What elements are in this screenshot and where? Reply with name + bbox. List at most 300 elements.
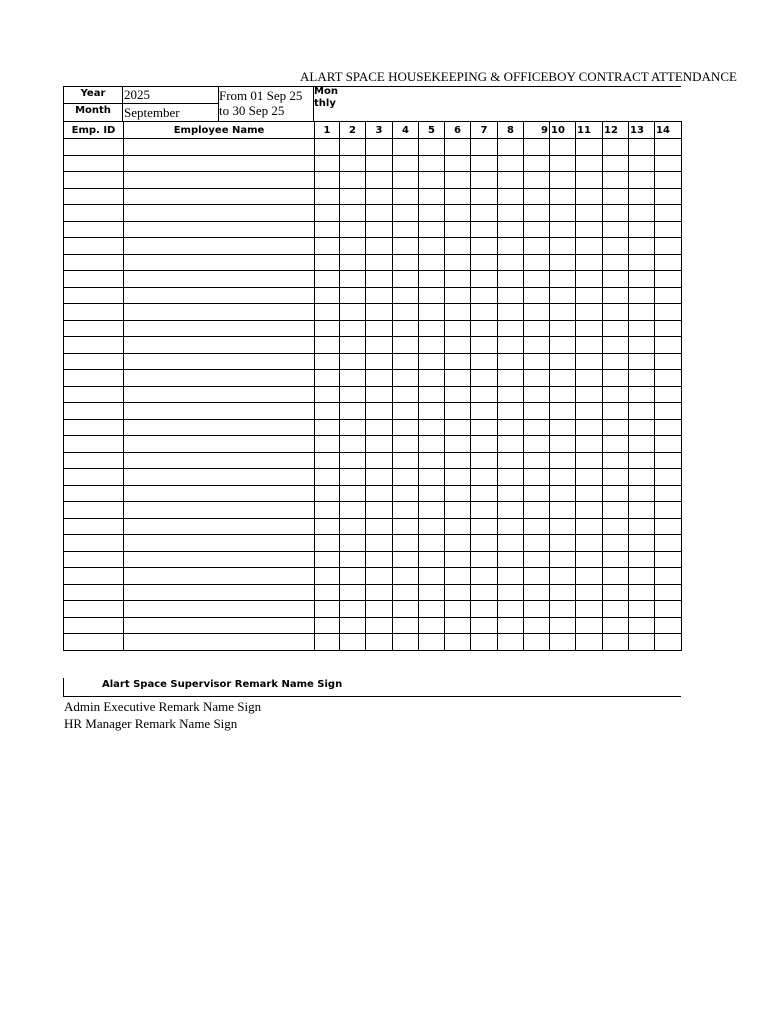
attendance-cell[interactable] bbox=[550, 469, 576, 486]
attendance-cell[interactable] bbox=[498, 320, 524, 337]
attendance-cell[interactable] bbox=[445, 172, 471, 189]
employee-name-cell[interactable] bbox=[124, 502, 315, 519]
attendance-cell[interactable] bbox=[471, 551, 498, 568]
emp-id-cell[interactable] bbox=[64, 320, 124, 337]
attendance-cell[interactable] bbox=[419, 221, 445, 238]
attendance-cell[interactable] bbox=[655, 238, 682, 255]
attendance-cell[interactable] bbox=[445, 238, 471, 255]
employee-name-cell[interactable] bbox=[124, 287, 315, 304]
attendance-cell[interactable] bbox=[603, 271, 629, 288]
attendance-cell[interactable] bbox=[550, 634, 576, 651]
attendance-cell[interactable] bbox=[603, 419, 629, 436]
emp-id-cell[interactable] bbox=[64, 205, 124, 222]
attendance-cell[interactable] bbox=[366, 188, 393, 205]
attendance-cell[interactable] bbox=[524, 353, 550, 370]
attendance-cell[interactable] bbox=[471, 155, 498, 172]
attendance-cell[interactable] bbox=[445, 287, 471, 304]
attendance-cell[interactable] bbox=[524, 155, 550, 172]
attendance-cell[interactable] bbox=[603, 436, 629, 453]
attendance-cell[interactable] bbox=[315, 205, 340, 222]
attendance-cell[interactable] bbox=[315, 238, 340, 255]
emp-id-cell[interactable] bbox=[64, 353, 124, 370]
attendance-cell[interactable] bbox=[419, 634, 445, 651]
attendance-cell[interactable] bbox=[393, 403, 419, 420]
attendance-cell[interactable] bbox=[524, 584, 550, 601]
emp-id-cell[interactable] bbox=[64, 172, 124, 189]
attendance-cell[interactable] bbox=[524, 436, 550, 453]
attendance-cell[interactable] bbox=[629, 320, 655, 337]
attendance-cell[interactable] bbox=[629, 188, 655, 205]
attendance-cell[interactable] bbox=[655, 287, 682, 304]
attendance-cell[interactable] bbox=[471, 452, 498, 469]
attendance-cell[interactable] bbox=[393, 617, 419, 634]
attendance-cell[interactable] bbox=[315, 353, 340, 370]
attendance-cell[interactable] bbox=[498, 601, 524, 618]
attendance-cell[interactable] bbox=[655, 617, 682, 634]
attendance-cell[interactable] bbox=[419, 386, 445, 403]
attendance-cell[interactable] bbox=[393, 502, 419, 519]
attendance-cell[interactable] bbox=[393, 304, 419, 321]
employee-name-cell[interactable] bbox=[124, 617, 315, 634]
attendance-cell[interactable] bbox=[419, 617, 445, 634]
attendance-cell[interactable] bbox=[366, 353, 393, 370]
attendance-cell[interactable] bbox=[498, 485, 524, 502]
attendance-cell[interactable] bbox=[445, 254, 471, 271]
attendance-cell[interactable] bbox=[498, 584, 524, 601]
employee-name-cell[interactable] bbox=[124, 304, 315, 321]
attendance-cell[interactable] bbox=[419, 370, 445, 387]
attendance-cell[interactable] bbox=[629, 551, 655, 568]
attendance-cell[interactable] bbox=[498, 155, 524, 172]
attendance-cell[interactable] bbox=[471, 238, 498, 255]
attendance-cell[interactable] bbox=[445, 337, 471, 354]
attendance-cell[interactable] bbox=[393, 469, 419, 486]
employee-name-cell[interactable] bbox=[124, 337, 315, 354]
attendance-cell[interactable] bbox=[471, 436, 498, 453]
employee-name-cell[interactable] bbox=[124, 254, 315, 271]
attendance-cell[interactable] bbox=[366, 436, 393, 453]
attendance-cell[interactable] bbox=[603, 601, 629, 618]
attendance-cell[interactable] bbox=[393, 139, 419, 156]
attendance-cell[interactable] bbox=[629, 601, 655, 618]
attendance-cell[interactable] bbox=[524, 386, 550, 403]
attendance-cell[interactable] bbox=[445, 601, 471, 618]
attendance-cell[interactable] bbox=[524, 337, 550, 354]
attendance-cell[interactable] bbox=[498, 436, 524, 453]
attendance-cell[interactable] bbox=[471, 221, 498, 238]
attendance-cell[interactable] bbox=[550, 172, 576, 189]
attendance-cell[interactable] bbox=[629, 617, 655, 634]
attendance-cell[interactable] bbox=[393, 238, 419, 255]
attendance-cell[interactable] bbox=[524, 304, 550, 321]
attendance-cell[interactable] bbox=[315, 386, 340, 403]
attendance-cell[interactable] bbox=[340, 469, 366, 486]
attendance-cell[interactable] bbox=[603, 386, 629, 403]
attendance-cell[interactable] bbox=[550, 518, 576, 535]
attendance-cell[interactable] bbox=[471, 634, 498, 651]
attendance-cell[interactable] bbox=[576, 155, 603, 172]
attendance-cell[interactable] bbox=[471, 568, 498, 585]
attendance-cell[interactable] bbox=[315, 617, 340, 634]
attendance-cell[interactable] bbox=[366, 469, 393, 486]
attendance-cell[interactable] bbox=[655, 155, 682, 172]
attendance-cell[interactable] bbox=[524, 469, 550, 486]
attendance-cell[interactable] bbox=[366, 221, 393, 238]
attendance-cell[interactable] bbox=[393, 221, 419, 238]
attendance-cell[interactable] bbox=[340, 518, 366, 535]
attendance-cell[interactable] bbox=[550, 584, 576, 601]
attendance-cell[interactable] bbox=[419, 436, 445, 453]
attendance-cell[interactable] bbox=[419, 403, 445, 420]
emp-id-cell[interactable] bbox=[64, 139, 124, 156]
attendance-cell[interactable] bbox=[629, 502, 655, 519]
emp-id-cell[interactable] bbox=[64, 337, 124, 354]
attendance-cell[interactable] bbox=[629, 386, 655, 403]
attendance-cell[interactable] bbox=[366, 419, 393, 436]
attendance-cell[interactable] bbox=[393, 452, 419, 469]
attendance-cell[interactable] bbox=[550, 617, 576, 634]
attendance-cell[interactable] bbox=[524, 419, 550, 436]
attendance-cell[interactable] bbox=[340, 205, 366, 222]
attendance-cell[interactable] bbox=[445, 485, 471, 502]
attendance-cell[interactable] bbox=[498, 568, 524, 585]
attendance-cell[interactable] bbox=[603, 238, 629, 255]
employee-name-cell[interactable] bbox=[124, 601, 315, 618]
attendance-cell[interactable] bbox=[340, 485, 366, 502]
attendance-cell[interactable] bbox=[550, 271, 576, 288]
attendance-cell[interactable] bbox=[471, 139, 498, 156]
attendance-cell[interactable] bbox=[340, 254, 366, 271]
attendance-cell[interactable] bbox=[315, 469, 340, 486]
attendance-cell[interactable] bbox=[550, 320, 576, 337]
emp-id-cell[interactable] bbox=[64, 287, 124, 304]
attendance-cell[interactable] bbox=[340, 584, 366, 601]
attendance-cell[interactable] bbox=[366, 502, 393, 519]
attendance-cell[interactable] bbox=[315, 436, 340, 453]
employee-name-cell[interactable] bbox=[124, 370, 315, 387]
attendance-cell[interactable] bbox=[498, 205, 524, 222]
attendance-cell[interactable] bbox=[524, 634, 550, 651]
attendance-cell[interactable] bbox=[524, 254, 550, 271]
attendance-cell[interactable] bbox=[524, 551, 550, 568]
attendance-cell[interactable] bbox=[445, 188, 471, 205]
attendance-cell[interactable] bbox=[366, 254, 393, 271]
attendance-cell[interactable] bbox=[498, 353, 524, 370]
attendance-cell[interactable] bbox=[419, 584, 445, 601]
attendance-cell[interactable] bbox=[655, 353, 682, 370]
attendance-cell[interactable] bbox=[655, 139, 682, 156]
attendance-cell[interactable] bbox=[471, 188, 498, 205]
attendance-cell[interactable] bbox=[471, 205, 498, 222]
attendance-cell[interactable] bbox=[366, 634, 393, 651]
attendance-cell[interactable] bbox=[550, 370, 576, 387]
attendance-cell[interactable] bbox=[498, 370, 524, 387]
emp-id-cell[interactable] bbox=[64, 436, 124, 453]
attendance-cell[interactable] bbox=[366, 584, 393, 601]
attendance-cell[interactable] bbox=[445, 403, 471, 420]
attendance-cell[interactable] bbox=[366, 271, 393, 288]
attendance-cell[interactable] bbox=[603, 172, 629, 189]
attendance-cell[interactable] bbox=[603, 469, 629, 486]
attendance-cell[interactable] bbox=[576, 584, 603, 601]
employee-name-cell[interactable] bbox=[124, 518, 315, 535]
attendance-cell[interactable] bbox=[498, 271, 524, 288]
attendance-cell[interactable] bbox=[340, 419, 366, 436]
emp-id-cell[interactable] bbox=[64, 584, 124, 601]
attendance-cell[interactable] bbox=[498, 502, 524, 519]
attendance-cell[interactable] bbox=[315, 535, 340, 552]
attendance-cell[interactable] bbox=[445, 436, 471, 453]
attendance-cell[interactable] bbox=[393, 386, 419, 403]
employee-name-cell[interactable] bbox=[124, 139, 315, 156]
attendance-cell[interactable] bbox=[340, 502, 366, 519]
emp-id-cell[interactable] bbox=[64, 188, 124, 205]
attendance-cell[interactable] bbox=[366, 403, 393, 420]
attendance-cell[interactable] bbox=[340, 337, 366, 354]
attendance-cell[interactable] bbox=[393, 584, 419, 601]
attendance-cell[interactable] bbox=[366, 485, 393, 502]
attendance-cell[interactable] bbox=[340, 568, 366, 585]
attendance-cell[interactable] bbox=[366, 172, 393, 189]
attendance-cell[interactable] bbox=[366, 238, 393, 255]
year-field[interactable]: 2025 bbox=[124, 87, 150, 102]
attendance-cell[interactable] bbox=[603, 155, 629, 172]
emp-id-cell[interactable] bbox=[64, 419, 124, 436]
attendance-cell[interactable] bbox=[445, 634, 471, 651]
attendance-cell[interactable] bbox=[315, 403, 340, 420]
attendance-cell[interactable] bbox=[340, 271, 366, 288]
attendance-cell[interactable] bbox=[498, 287, 524, 304]
attendance-cell[interactable] bbox=[524, 403, 550, 420]
attendance-cell[interactable] bbox=[655, 634, 682, 651]
attendance-cell[interactable] bbox=[498, 419, 524, 436]
attendance-cell[interactable] bbox=[315, 188, 340, 205]
attendance-cell[interactable] bbox=[445, 551, 471, 568]
attendance-cell[interactable] bbox=[629, 419, 655, 436]
employee-name-cell[interactable] bbox=[124, 172, 315, 189]
attendance-cell[interactable] bbox=[393, 353, 419, 370]
attendance-cell[interactable] bbox=[629, 452, 655, 469]
attendance-cell[interactable] bbox=[629, 172, 655, 189]
attendance-cell[interactable] bbox=[471, 172, 498, 189]
attendance-cell[interactable] bbox=[576, 551, 603, 568]
employee-name-cell[interactable] bbox=[124, 419, 315, 436]
attendance-cell[interactable] bbox=[366, 568, 393, 585]
attendance-cell[interactable] bbox=[340, 370, 366, 387]
attendance-cell[interactable] bbox=[471, 337, 498, 354]
attendance-cell[interactable] bbox=[550, 419, 576, 436]
emp-id-cell[interactable] bbox=[64, 304, 124, 321]
emp-id-cell[interactable] bbox=[64, 601, 124, 618]
attendance-cell[interactable] bbox=[550, 386, 576, 403]
attendance-cell[interactable] bbox=[603, 568, 629, 585]
attendance-cell[interactable] bbox=[655, 601, 682, 618]
attendance-cell[interactable] bbox=[366, 601, 393, 618]
attendance-cell[interactable] bbox=[576, 485, 603, 502]
attendance-cell[interactable] bbox=[471, 617, 498, 634]
attendance-cell[interactable] bbox=[629, 518, 655, 535]
attendance-cell[interactable] bbox=[629, 238, 655, 255]
attendance-cell[interactable] bbox=[603, 485, 629, 502]
attendance-cell[interactable] bbox=[524, 320, 550, 337]
attendance-cell[interactable] bbox=[445, 584, 471, 601]
attendance-cell[interactable] bbox=[524, 238, 550, 255]
attendance-cell[interactable] bbox=[366, 287, 393, 304]
attendance-cell[interactable] bbox=[315, 485, 340, 502]
attendance-cell[interactable] bbox=[366, 617, 393, 634]
attendance-cell[interactable] bbox=[576, 634, 603, 651]
attendance-cell[interactable] bbox=[445, 568, 471, 585]
attendance-cell[interactable] bbox=[524, 601, 550, 618]
attendance-cell[interactable] bbox=[655, 337, 682, 354]
attendance-cell[interactable] bbox=[629, 287, 655, 304]
emp-id-cell[interactable] bbox=[64, 469, 124, 486]
attendance-cell[interactable] bbox=[629, 403, 655, 420]
attendance-cell[interactable] bbox=[471, 584, 498, 601]
employee-name-cell[interactable] bbox=[124, 188, 315, 205]
attendance-cell[interactable] bbox=[393, 254, 419, 271]
attendance-cell[interactable] bbox=[550, 139, 576, 156]
attendance-cell[interactable] bbox=[655, 172, 682, 189]
employee-name-cell[interactable] bbox=[124, 535, 315, 552]
attendance-cell[interactable] bbox=[419, 139, 445, 156]
attendance-cell[interactable] bbox=[340, 386, 366, 403]
attendance-cell[interactable] bbox=[524, 535, 550, 552]
attendance-cell[interactable] bbox=[576, 320, 603, 337]
attendance-cell[interactable] bbox=[603, 584, 629, 601]
attendance-cell[interactable] bbox=[550, 403, 576, 420]
attendance-cell[interactable] bbox=[655, 485, 682, 502]
attendance-cell[interactable] bbox=[340, 403, 366, 420]
attendance-cell[interactable] bbox=[471, 419, 498, 436]
attendance-cell[interactable] bbox=[419, 188, 445, 205]
attendance-cell[interactable] bbox=[393, 436, 419, 453]
attendance-cell[interactable] bbox=[445, 271, 471, 288]
attendance-cell[interactable] bbox=[629, 353, 655, 370]
attendance-cell[interactable] bbox=[445, 304, 471, 321]
attendance-cell[interactable] bbox=[340, 155, 366, 172]
attendance-cell[interactable] bbox=[366, 386, 393, 403]
attendance-cell[interactable] bbox=[629, 634, 655, 651]
attendance-cell[interactable] bbox=[603, 139, 629, 156]
attendance-cell[interactable] bbox=[550, 221, 576, 238]
attendance-cell[interactable] bbox=[445, 353, 471, 370]
attendance-cell[interactable] bbox=[576, 386, 603, 403]
attendance-cell[interactable] bbox=[366, 551, 393, 568]
attendance-cell[interactable] bbox=[576, 370, 603, 387]
attendance-cell[interactable] bbox=[498, 188, 524, 205]
attendance-cell[interactable] bbox=[340, 353, 366, 370]
attendance-cell[interactable] bbox=[393, 287, 419, 304]
attendance-cell[interactable] bbox=[445, 518, 471, 535]
attendance-cell[interactable] bbox=[471, 502, 498, 519]
attendance-cell[interactable] bbox=[629, 436, 655, 453]
attendance-cell[interactable] bbox=[419, 337, 445, 354]
attendance-cell[interactable] bbox=[629, 370, 655, 387]
attendance-cell[interactable] bbox=[471, 370, 498, 387]
attendance-cell[interactable] bbox=[340, 617, 366, 634]
attendance-cell[interactable] bbox=[393, 535, 419, 552]
attendance-cell[interactable] bbox=[498, 172, 524, 189]
attendance-cell[interactable] bbox=[419, 271, 445, 288]
attendance-cell[interactable] bbox=[340, 188, 366, 205]
attendance-cell[interactable] bbox=[393, 370, 419, 387]
attendance-cell[interactable] bbox=[498, 221, 524, 238]
attendance-cell[interactable] bbox=[340, 238, 366, 255]
attendance-cell[interactable] bbox=[524, 271, 550, 288]
attendance-cell[interactable] bbox=[550, 485, 576, 502]
attendance-cell[interactable] bbox=[603, 205, 629, 222]
attendance-cell[interactable] bbox=[576, 205, 603, 222]
attendance-cell[interactable] bbox=[498, 139, 524, 156]
attendance-cell[interactable] bbox=[393, 155, 419, 172]
attendance-cell[interactable] bbox=[655, 469, 682, 486]
attendance-cell[interactable] bbox=[419, 304, 445, 321]
attendance-cell[interactable] bbox=[629, 155, 655, 172]
attendance-cell[interactable] bbox=[340, 551, 366, 568]
attendance-cell[interactable] bbox=[655, 551, 682, 568]
attendance-cell[interactable] bbox=[445, 535, 471, 552]
attendance-cell[interactable] bbox=[340, 139, 366, 156]
employee-name-cell[interactable] bbox=[124, 584, 315, 601]
attendance-cell[interactable] bbox=[315, 320, 340, 337]
attendance-cell[interactable] bbox=[393, 485, 419, 502]
attendance-cell[interactable] bbox=[576, 172, 603, 189]
attendance-cell[interactable] bbox=[576, 568, 603, 585]
attendance-cell[interactable] bbox=[498, 469, 524, 486]
attendance-cell[interactable] bbox=[603, 353, 629, 370]
attendance-cell[interactable] bbox=[576, 287, 603, 304]
emp-id-cell[interactable] bbox=[64, 617, 124, 634]
emp-id-cell[interactable] bbox=[64, 634, 124, 651]
attendance-cell[interactable] bbox=[576, 436, 603, 453]
attendance-cell[interactable] bbox=[655, 320, 682, 337]
attendance-cell[interactable] bbox=[315, 601, 340, 618]
attendance-cell[interactable] bbox=[576, 353, 603, 370]
attendance-cell[interactable] bbox=[576, 188, 603, 205]
emp-id-cell[interactable] bbox=[64, 551, 124, 568]
attendance-cell[interactable] bbox=[629, 254, 655, 271]
attendance-cell[interactable] bbox=[419, 254, 445, 271]
attendance-cell[interactable] bbox=[315, 337, 340, 354]
attendance-cell[interactable] bbox=[576, 535, 603, 552]
attendance-cell[interactable] bbox=[576, 304, 603, 321]
month-field[interactable]: September bbox=[124, 105, 180, 120]
emp-id-cell[interactable] bbox=[64, 535, 124, 552]
emp-id-cell[interactable] bbox=[64, 502, 124, 519]
attendance-cell[interactable] bbox=[366, 139, 393, 156]
attendance-cell[interactable] bbox=[655, 188, 682, 205]
attendance-cell[interactable] bbox=[629, 205, 655, 222]
attendance-cell[interactable] bbox=[550, 205, 576, 222]
attendance-cell[interactable] bbox=[524, 518, 550, 535]
attendance-cell[interactable] bbox=[550, 601, 576, 618]
attendance-cell[interactable] bbox=[471, 469, 498, 486]
attendance-cell[interactable] bbox=[629, 337, 655, 354]
attendance-cell[interactable] bbox=[315, 634, 340, 651]
attendance-cell[interactable] bbox=[576, 419, 603, 436]
attendance-cell[interactable] bbox=[524, 188, 550, 205]
employee-name-cell[interactable] bbox=[124, 271, 315, 288]
attendance-cell[interactable] bbox=[576, 452, 603, 469]
emp-id-cell[interactable] bbox=[64, 403, 124, 420]
attendance-cell[interactable] bbox=[603, 535, 629, 552]
attendance-cell[interactable] bbox=[471, 403, 498, 420]
attendance-cell[interactable] bbox=[419, 502, 445, 519]
attendance-cell[interactable] bbox=[471, 353, 498, 370]
attendance-cell[interactable] bbox=[366, 452, 393, 469]
attendance-cell[interactable] bbox=[498, 337, 524, 354]
